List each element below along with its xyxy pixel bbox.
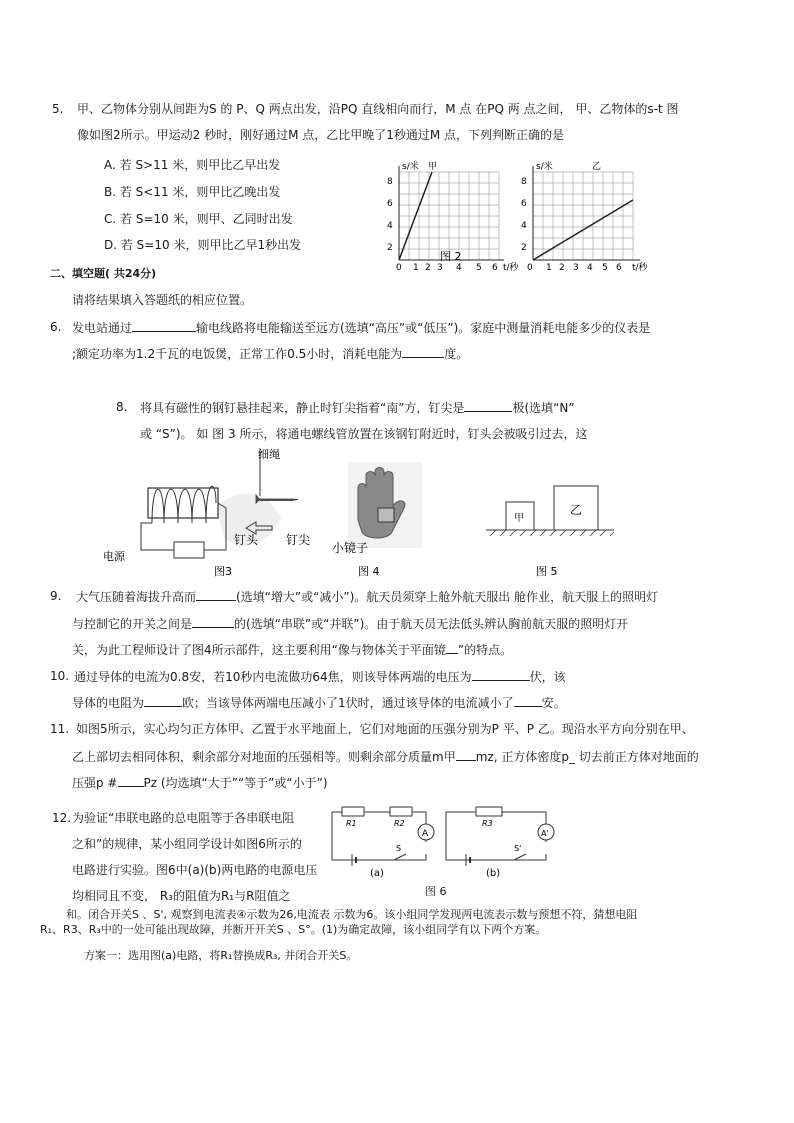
y-tick-2: 2 (387, 243, 393, 253)
graph-jia (387, 160, 520, 273)
q11-blank-2[interactable] (118, 774, 144, 787)
q12-line4: 均相同且不变， R₃的阻值为R₁与R阻值之 (72, 889, 291, 903)
section-2-title: 二、填空题( 共24分) (50, 267, 157, 280)
q9-line1a: 大气压随着海拔升高而 (76, 590, 197, 604)
mirror-label: 小镜子 (332, 541, 369, 555)
q5-option-a: A. 若 S>11 米，则甲比乙早出发 (104, 158, 281, 172)
q12-line1: 为验证“串联电路的总电阻等于各串联电阻 (72, 811, 295, 825)
nail-head-label: 钉头 (234, 533, 259, 547)
q9-number: 9. (50, 589, 62, 603)
q12-line5: 和。闭合开关S 、S', 观察到电流表④示数为26,电流表 示数为6。该小组同学发现两电流表示数与预想不符，猜想电阻 (66, 908, 638, 921)
circuit-a (332, 807, 434, 866)
x-tick-3-right: 3 (573, 263, 579, 273)
figure-5-caption: 图 5 (536, 565, 558, 578)
x-tick-4: 4 (456, 263, 462, 273)
q5-option-c: C. 若 S=10 米，则甲、乙同时出发 (104, 212, 293, 226)
q5-number: 5. (52, 102, 64, 116)
solenoid-core (148, 488, 218, 518)
ammeter-b-label: A' (541, 829, 549, 838)
y-tick-2-right: 2 (521, 243, 527, 253)
q6-blank-1[interactable] (132, 319, 196, 332)
circuit-b (446, 807, 554, 866)
resistor-r2 (390, 807, 412, 816)
graph-jia-name: 甲 (428, 162, 438, 172)
x-tick-0-right: 0 (527, 263, 533, 273)
x-tick-2: 2 (425, 263, 431, 273)
y-tick-6: 6 (387, 199, 393, 209)
x-tick-6-right: 6 (616, 263, 622, 273)
q9-line3b: ”的特点。 (457, 643, 513, 657)
figure-4 (332, 462, 422, 578)
q5-option-b: B. 若 S<11 米，则甲比乙晚出发 (104, 185, 281, 199)
ammeter-a-label: A (422, 829, 429, 839)
figure-5 (486, 486, 614, 578)
resistor-r1 (342, 807, 364, 816)
y-tick-4: 4 (387, 221, 393, 231)
q10-line1 (74, 668, 566, 685)
switch-a-label: S (396, 844, 402, 853)
q12-plan1: 方案一：选用图(a)电路，将R₁替换成R₃, 并闭合开关S。 (84, 949, 358, 962)
q6-blank-2[interactable] (402, 345, 444, 358)
circuit-a-label: (a) (370, 868, 384, 879)
x-axis-label-right: t/秒 (632, 263, 648, 273)
q6-line1 (72, 319, 650, 336)
power-source (174, 542, 204, 558)
q9-line1b: (选填“增大”或“减小”)。航天员须穿上舱外航天服出 舱作业，航天服上的照明灯 (236, 590, 659, 604)
q5-option-d: D. 若 S=10 米，则甲比乙早1秒出发 (104, 238, 302, 252)
q10-line2c: 安。 (541, 696, 566, 710)
y-tick-6-right: 6 (521, 199, 527, 209)
x-tick-1-right: 1 (546, 263, 552, 273)
q6-part2: 输电线路将电能输送至远方(选填“高压”或“低压”)。家庭中测量消耗电能多少的仪表是 (196, 321, 651, 335)
q10-line2a: 导体的电阻为 (72, 696, 145, 710)
q11-line3 (72, 774, 328, 791)
y-tick-4-right: 4 (521, 221, 527, 231)
q6-line2a: ;额定功率为1.2千瓦的电饭煲，正常工作0.5小时，消耗电能为 (72, 347, 403, 361)
q8-line2: 或 “S”)。 如 图 3 所示，将通电螺线管放置在该钢钉附近时，钉头会被吸引过去，这 (140, 427, 588, 441)
small-mirror (378, 508, 394, 522)
q10-blank-3[interactable] (514, 694, 542, 707)
figure-2-caption: 图 2 (440, 250, 462, 263)
q8-number: 8. (116, 400, 128, 414)
switch-a (394, 854, 406, 860)
q9-line2a: 与控制它的开关之间是 (72, 617, 193, 631)
q8-line1 (140, 399, 575, 416)
x-tick-6: 6 (492, 263, 498, 273)
r1-label: R1 (346, 819, 357, 828)
cube-jia-label: 甲 (514, 513, 524, 524)
q6-line2 (72, 345, 468, 362)
q8-line1b: 极(选填“N” (512, 401, 575, 415)
graph-yi-name: 乙 (592, 162, 602, 172)
x-tick-1: 1 (413, 263, 419, 273)
figure-2 (378, 160, 668, 280)
q12-number: 12. (52, 811, 72, 825)
q10-line1b: 伏，该 (529, 670, 566, 684)
q11-number: 11. (50, 722, 70, 736)
r2-label: R2 (394, 819, 405, 828)
q11-line2b: mz, 正方体密度p_ 切去前正方体对地面的 (475, 750, 699, 764)
figures-3-4-5 (96, 448, 616, 580)
y-axis-label: s/米 (402, 162, 419, 172)
q9-blank-3[interactable] (446, 641, 458, 654)
q10-blank-1[interactable] (472, 668, 530, 681)
figure-3-caption: 图3 (214, 565, 232, 578)
x-axis-label-left: t/秒 (503, 263, 519, 273)
q10-line2 (72, 694, 566, 711)
q9-line2b: 的(选填“串联”或“并联”)。由于航天员无法低头辨认胸前航天服的照明灯开 (234, 617, 629, 631)
figure-6 (326, 802, 596, 884)
q9-line2 (72, 615, 628, 632)
x-tick-2-right: 2 (559, 263, 565, 273)
x-tick-3: 3 (437, 263, 443, 273)
x-tick-5-right: 5 (602, 263, 608, 273)
power-label: 电源 (103, 550, 125, 563)
q8-blank-1[interactable] (464, 399, 512, 412)
q11-line2a: 乙上部切去相同体积，剩余部分对地面的压强相等。则剩余部分质量m甲 (72, 750, 456, 764)
switch-b (514, 854, 526, 860)
q9-line3 (72, 641, 512, 658)
y-tick-8: 8 (387, 177, 393, 187)
q11-line1: 如图5所示，实心均匀正方体甲、乙置于水平地面上，它们对地面的压强分别为P 平、P 乙。现沿水平方向分别在甲、 (76, 722, 694, 736)
q11-line2 (72, 748, 699, 765)
q9-blank-1[interactable] (196, 588, 236, 601)
rope-label: 细绳 (258, 448, 280, 461)
q9-line3a: 关，为此工程师设计了图4所示部件，这主要利用“像与物体关于平面镜 (72, 643, 446, 657)
figure-6-caption: 图 6 (425, 885, 447, 898)
q10-number: 10. (50, 669, 70, 683)
graph-yi (521, 160, 649, 273)
q12-line6: R₁、R3、R₃中的一处可能出现故障，并断开开关S 、S°。(1)为确定故障，该小组同学有以下两个方案。 (40, 923, 547, 936)
y-axis-label-right: s/米 (536, 162, 553, 172)
q10-line2b: 欧；当该导体两端电压减小了1伏时，通过该导体的电流减小了 (182, 696, 514, 710)
circuit-b-label: (b) (486, 868, 501, 879)
nail-tip-label: 钉尖 (286, 533, 311, 547)
figure-4-caption: 图 4 (358, 565, 380, 578)
q12-line3: 电路进行实验。图6中(a)(b)两电路的电源电压 (72, 863, 318, 877)
x-tick-5: 5 (476, 263, 482, 273)
q11-blank-1[interactable] (456, 748, 476, 761)
section-2-instruction: 请将结果填入答题纸的相应位置。 (72, 293, 253, 307)
q11-line3b: Pz (均选填“大于”“等于”或“小于”) (143, 776, 328, 790)
q9-line1 (76, 588, 658, 605)
q5-line2: 像如图2所示。甲运动2 秒时，刚好通过M 点，乙比甲晚了1秒通过M 点，下列判断正确的是 (77, 128, 565, 142)
q12-line2: 之和”的规律，某小组同学设计如图6所示的 (72, 837, 302, 851)
q8-line1a: 将具有磁性的钢钉悬挂起来，静止时钉尖指着“南”方，钉尖是 (140, 401, 465, 415)
q11-line3a: 压强p # (72, 776, 118, 790)
cube-yi-label: 乙 (570, 503, 583, 517)
x-tick-0: 0 (396, 263, 402, 273)
switch-b-label: S' (514, 844, 522, 853)
q5-line1: 甲、乙物体分别从间距为S 的 P、Q 两点出发，沿PQ 直线相向而行，M 点 在PQ 两 点之间， 甲、乙物体的s-t 图 (77, 102, 679, 116)
r3-label: R3 (482, 819, 493, 828)
x-tick-4-right: 4 (587, 263, 593, 273)
q6-line2b: 度。 (444, 347, 469, 361)
q10-blank-2[interactable] (144, 694, 182, 707)
y-tick-8-right: 8 (521, 177, 527, 187)
q10-line1a: 通过导体的电流为0.8安，若10秒内电流做功64焦，则该导体两端的电压为 (74, 670, 472, 684)
q9-blank-2[interactable] (192, 615, 234, 628)
resistor-r3 (476, 807, 502, 816)
q6-part1: 发电站通过 (72, 321, 133, 335)
figure-3 (103, 448, 310, 578)
q6-number: 6. (50, 320, 62, 334)
